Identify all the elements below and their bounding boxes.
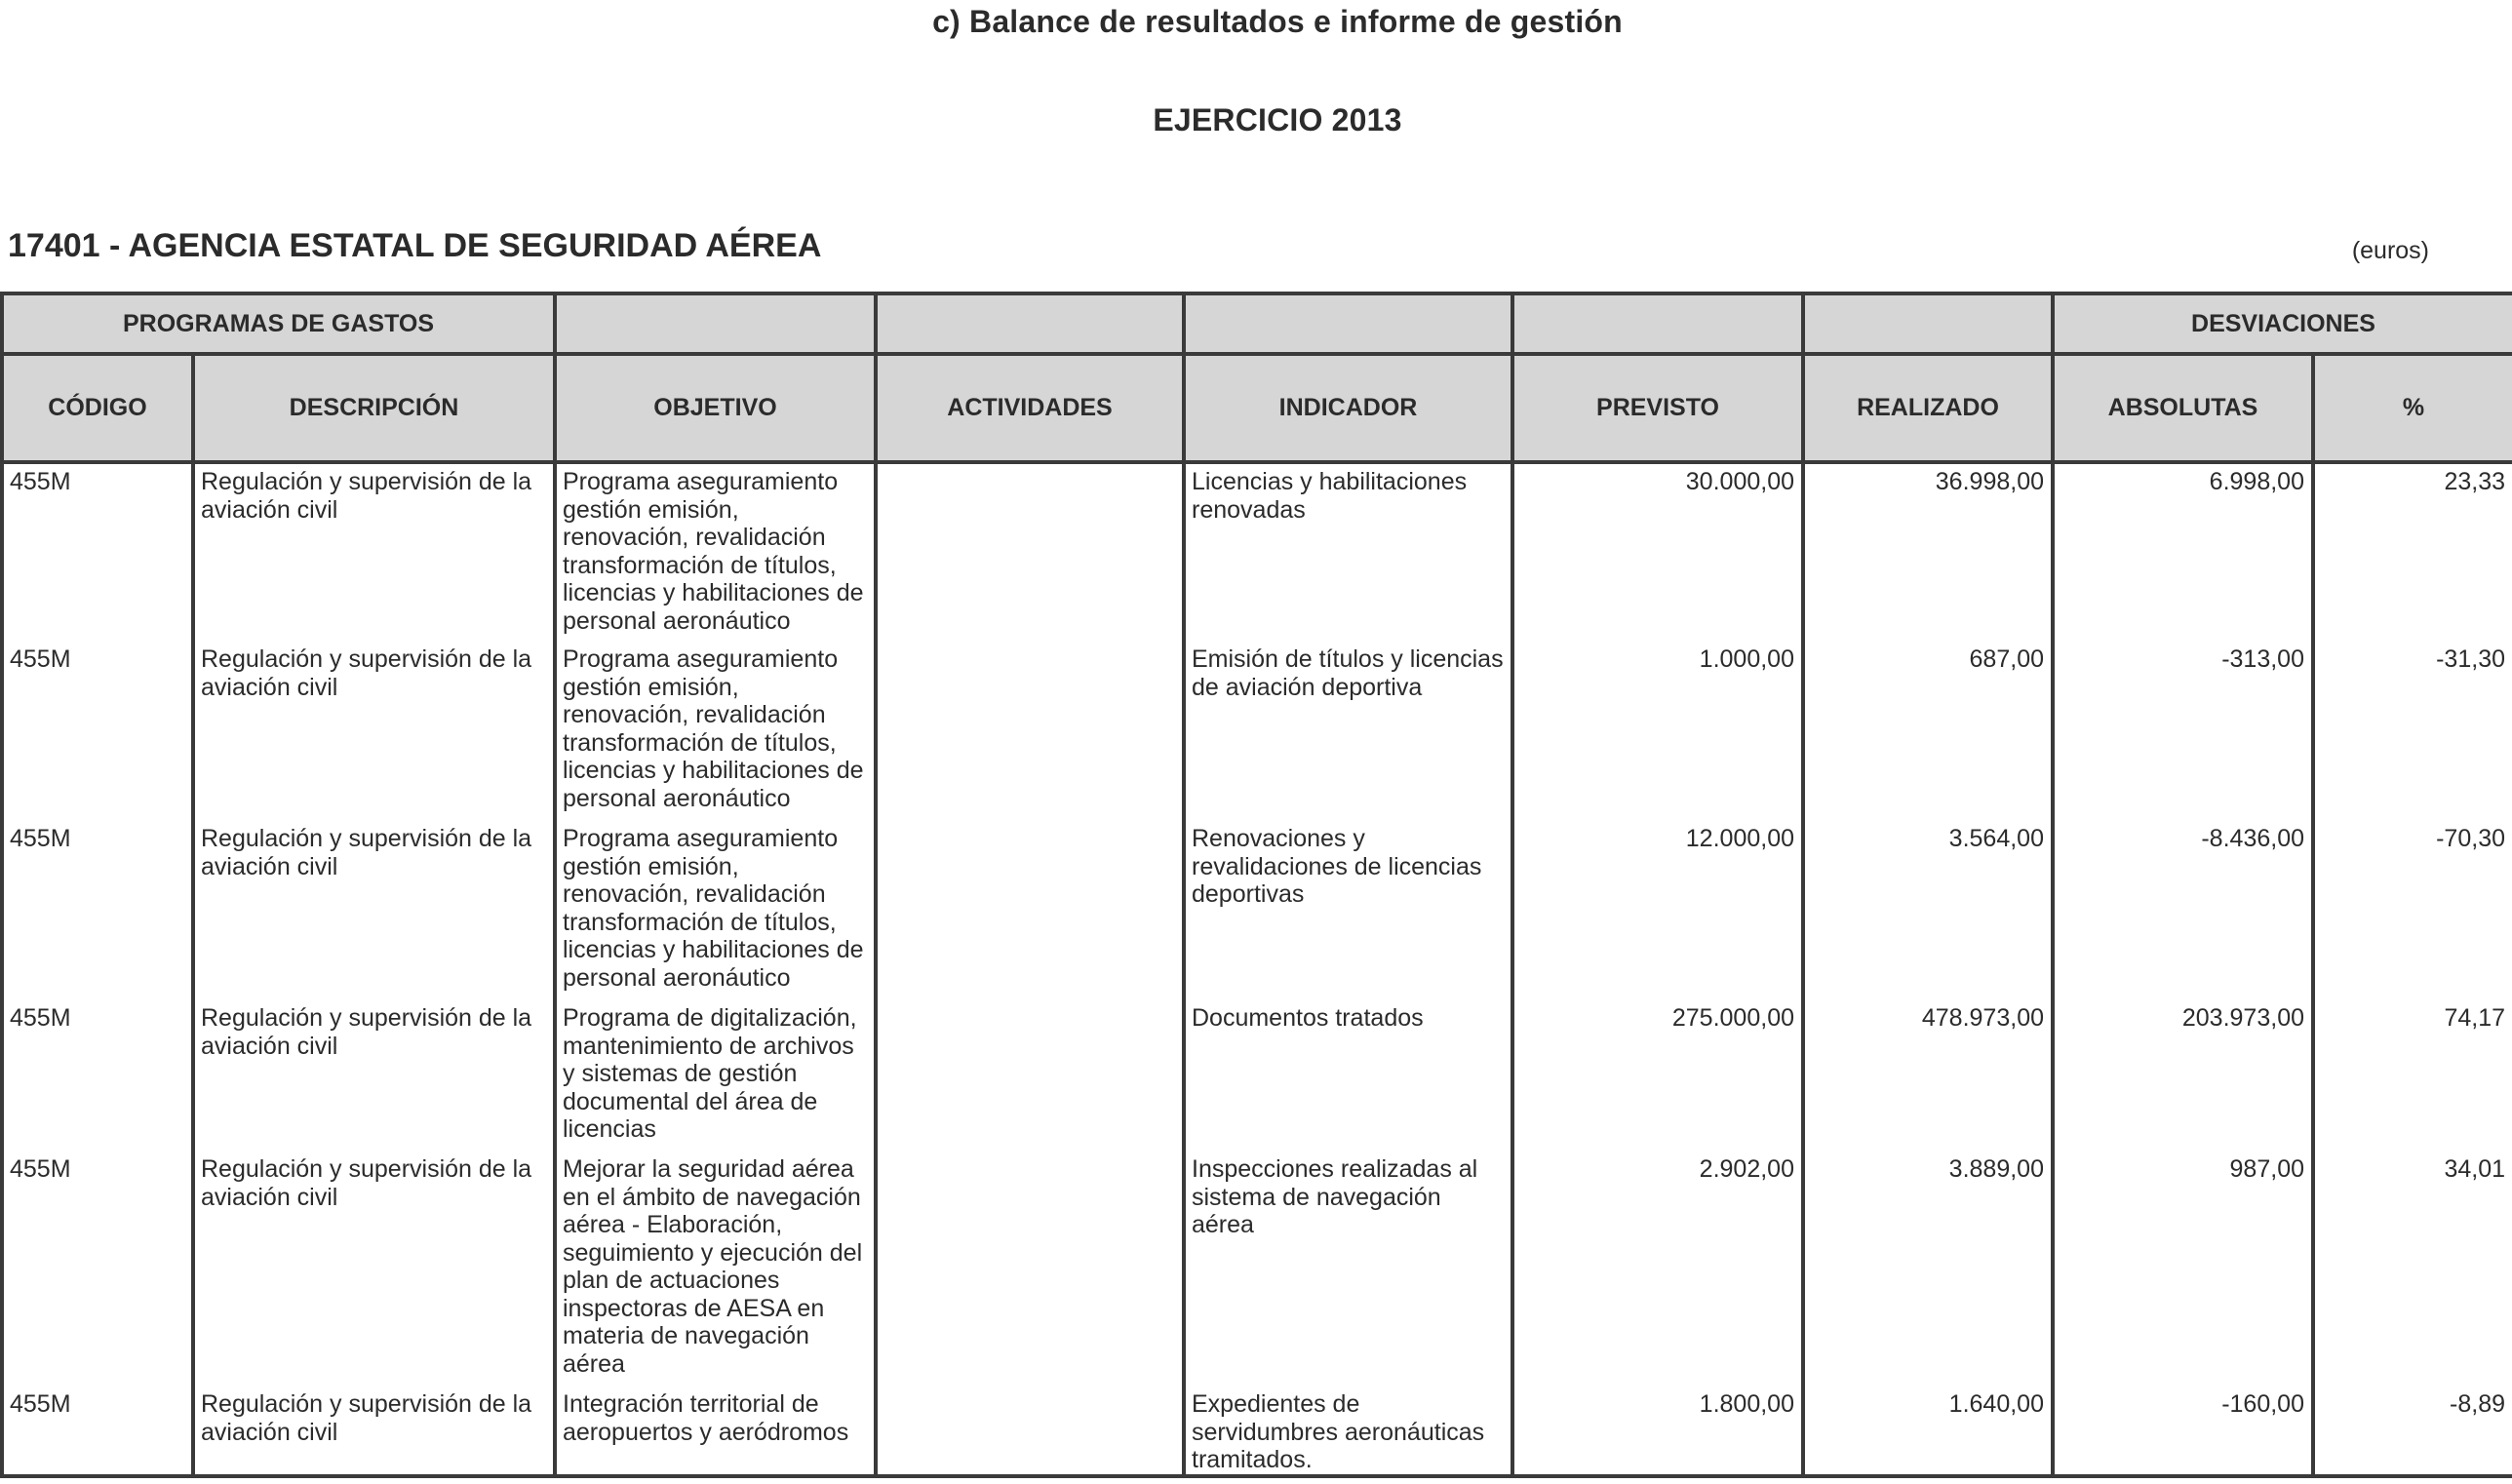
cell-realizado: 36.998,00 bbox=[1803, 462, 2053, 642]
cell-indicador: Documentos tratados bbox=[1184, 1000, 1512, 1152]
cell-codigo: 455M bbox=[2, 1152, 193, 1386]
cell-absolutas: 987,00 bbox=[2053, 1152, 2313, 1386]
cell-pct: 74,17 bbox=[2313, 1000, 2512, 1152]
cell-absolutas: -313,00 bbox=[2053, 642, 2313, 821]
cell-objetivo: Mejorar la seguridad aérea en el ámbito de navegación aérea - Elaboración, seguimiento y ejecución del plan de actuaciones inspectoras de AESA en materia de navegación aérea bbox=[555, 1152, 876, 1386]
cell-codigo: 455M bbox=[2, 821, 193, 1000]
cell-codigo: 455M bbox=[2, 1000, 193, 1152]
cell-realizado: 3.889,00 bbox=[1803, 1152, 2053, 1386]
cell-realizado: 478.973,00 bbox=[1803, 1000, 2053, 1152]
col-header-actividades: ACTIVIDADES bbox=[876, 354, 1184, 462]
group-header-empty bbox=[1184, 293, 1512, 354]
cell-objetivo: Programa aseguramiento gestión emisión, renovación, revalidación transformación de títulos, licencias y habilitaciones de personal aeronáutico bbox=[555, 821, 876, 1000]
cell-indicador: Inspecciones realizadas al sistema de navegación aérea bbox=[1184, 1152, 1512, 1386]
cell-descripcion: Regulación y supervisión de la aviación civil bbox=[193, 821, 555, 1000]
cell-descripcion: Regulación y supervisión de la aviación civil bbox=[193, 642, 555, 821]
cell-previsto: 30.000,00 bbox=[1512, 462, 1803, 642]
col-header-codigo: CÓDIGO bbox=[2, 354, 193, 462]
cell-realizado: 687,00 bbox=[1803, 642, 2053, 821]
cell-pct: -31,30 bbox=[2313, 642, 2512, 821]
group-header-empty bbox=[555, 293, 876, 354]
units-label: (euros) bbox=[2351, 237, 2429, 264]
cell-indicador: Licencias y habilitaciones renovadas bbox=[1184, 462, 1512, 642]
col-header-previsto: PREVISTO bbox=[1512, 354, 1803, 462]
cell-objetivo: Programa aseguramiento gestión emisión, renovación, revalidación transformación de títulos, licencias y habilitaciones de personal aeronáutico bbox=[555, 462, 876, 642]
cell-realizado: 3.564,00 bbox=[1803, 821, 2053, 1000]
cell-realizado: 1.640,00 bbox=[1803, 1386, 2053, 1476]
cell-absolutas: -8.436,00 bbox=[2053, 821, 2313, 1000]
results-table bbox=[0, 292, 2512, 1478]
cell-previsto: 2.902,00 bbox=[1512, 1152, 1803, 1386]
cell-actividades bbox=[876, 1152, 1184, 1386]
column-header-row bbox=[2, 354, 2512, 462]
cell-pct: -70,30 bbox=[2313, 821, 2512, 1000]
cell-actividades bbox=[876, 462, 1184, 642]
cell-indicador: Emisión de títulos y licencias de aviación deportiva bbox=[1184, 642, 1512, 821]
cell-absolutas: 203.973,00 bbox=[2053, 1000, 2313, 1152]
cell-codigo: 455M bbox=[2, 1386, 193, 1476]
cell-actividades bbox=[876, 642, 1184, 821]
document-title: c) Balance de resultados e informe de gestión bbox=[932, 4, 1623, 39]
table-row bbox=[2, 1386, 2512, 1476]
cell-codigo: 455M bbox=[2, 462, 193, 642]
col-header-absolutas: ABSOLUTAS bbox=[2053, 354, 2313, 462]
cell-descripcion: Regulación y supervisión de la aviación civil bbox=[193, 1000, 555, 1152]
cell-pct: 34,01 bbox=[2313, 1152, 2512, 1386]
col-header-descripcion: DESCRIPCIÓN bbox=[193, 354, 555, 462]
cell-descripcion: Regulación y supervisión de la aviación civil bbox=[193, 462, 555, 642]
group-header-empty bbox=[1803, 293, 2053, 354]
cell-previsto: 1.000,00 bbox=[1512, 642, 1803, 821]
table-row bbox=[2, 462, 2512, 642]
col-header-indicador: INDICADOR bbox=[1184, 354, 1512, 462]
col-header-pct: % bbox=[2313, 354, 2512, 462]
cell-codigo: 455M bbox=[2, 642, 193, 821]
fiscal-year-heading: EJERCICIO 2013 bbox=[1153, 102, 1402, 137]
group-header-empty bbox=[876, 293, 1184, 354]
table-row bbox=[2, 1000, 2512, 1152]
cell-indicador: Renovaciones y revalidaciones de licencias deportivas bbox=[1184, 821, 1512, 1000]
group-header-desviaciones: DESVIACIONES bbox=[2053, 293, 2512, 354]
cell-objetivo: Programa aseguramiento gestión emisión, renovación, revalidación transformación de títulos, licencias y habilitaciones de personal aeronáutico bbox=[555, 642, 876, 821]
cell-absolutas: 6.998,00 bbox=[2053, 462, 2313, 642]
cell-pct: -8,89 bbox=[2313, 1386, 2512, 1476]
table-row bbox=[2, 821, 2512, 1000]
table-row bbox=[2, 642, 2512, 821]
cell-descripcion: Regulación y supervisión de la aviación civil bbox=[193, 1152, 555, 1386]
table-row bbox=[2, 1152, 2512, 1386]
group-header-programas: PROGRAMAS DE GASTOS bbox=[2, 293, 555, 354]
cell-previsto: 275.000,00 bbox=[1512, 1000, 1803, 1152]
cell-indicador: Expedientes de servidumbres aeronáuticas tramitados. bbox=[1184, 1386, 1512, 1476]
cell-objetivo: Integración territorial de aeropuertos y aeródromos bbox=[555, 1386, 876, 1476]
cell-actividades bbox=[876, 1386, 1184, 1476]
col-header-objetivo: OBJETIVO bbox=[555, 354, 876, 462]
cell-descripcion: Regulación y supervisión de la aviación civil bbox=[193, 1386, 555, 1476]
cell-pct: 23,33 bbox=[2313, 462, 2512, 642]
cell-actividades bbox=[876, 1000, 1184, 1152]
group-header-empty bbox=[1512, 293, 1803, 354]
entity-heading: 17401 - AGENCIA ESTATAL DE SEGURIDAD AÉREA bbox=[8, 227, 822, 264]
group-header-row bbox=[2, 293, 2512, 354]
cell-objetivo: Programa de digitalización, mantenimiento de archivos y sistemas de gestión documental del área de licencias bbox=[555, 1000, 876, 1152]
cell-previsto: 1.800,00 bbox=[1512, 1386, 1803, 1476]
cell-actividades bbox=[876, 821, 1184, 1000]
cell-absolutas: -160,00 bbox=[2053, 1386, 2313, 1476]
col-header-realizado: REALIZADO bbox=[1803, 354, 2053, 462]
cell-previsto: 12.000,00 bbox=[1512, 821, 1803, 1000]
